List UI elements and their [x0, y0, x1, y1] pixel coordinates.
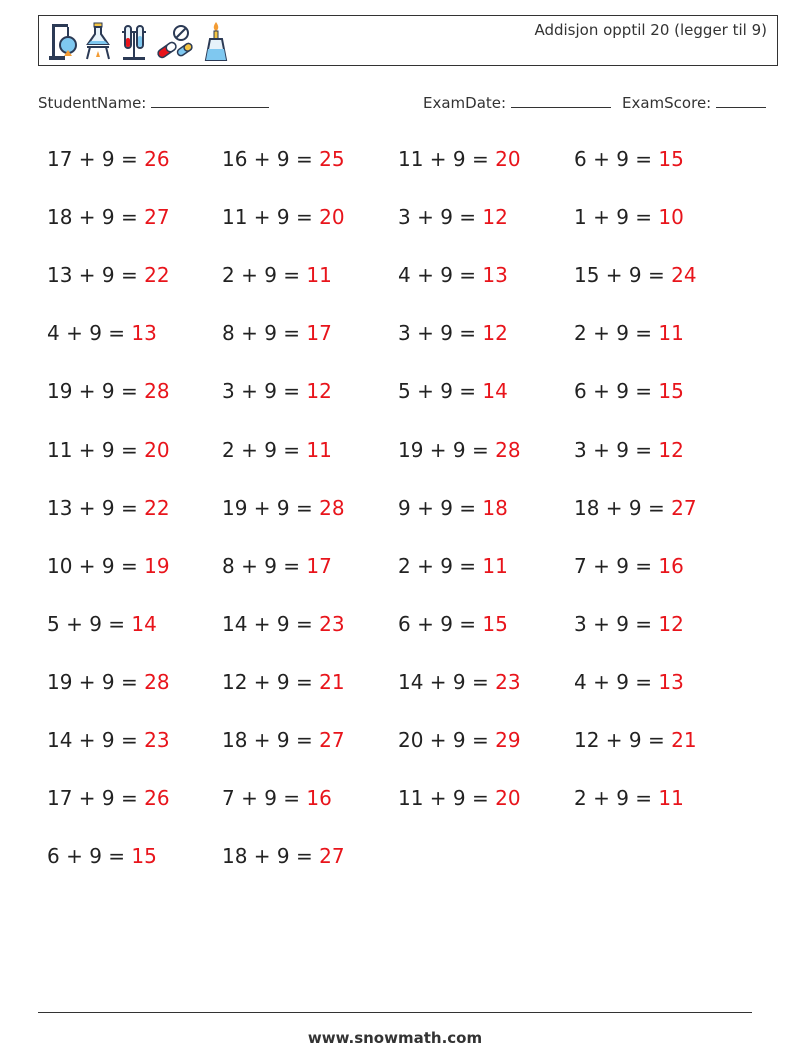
problem-expression: 8 + 9 =	[222, 553, 307, 578]
problem-item	[574, 205, 684, 229]
problem-expression: 19 + 9 =	[398, 437, 496, 462]
problem-expression: 11 + 9 =	[398, 147, 496, 171]
problem-expression: 8 + 9 =	[222, 321, 307, 346]
problem-answer: 20	[495, 786, 521, 811]
problem-answer: 28	[144, 669, 170, 694]
problem-item	[222, 205, 345, 229]
exam-score-blank[interactable]	[716, 93, 766, 108]
problem-expression: 10 + 9 =	[47, 553, 145, 578]
problem-answer: 20	[495, 147, 521, 171]
problem-expression: 2 + 9 =	[222, 437, 307, 462]
problem-answer: 26	[144, 147, 170, 171]
test-tubes-icon	[119, 20, 149, 62]
problem-item	[398, 147, 521, 171]
problem-item	[222, 670, 345, 694]
problem-item	[47, 321, 157, 345]
problem-item	[398, 728, 521, 752]
problem-expression: 4 + 9 =	[574, 669, 659, 694]
problem-expression: 17 + 9 =	[47, 147, 145, 171]
problem-item	[222, 263, 332, 287]
problem-item	[398, 554, 508, 578]
problem-item	[47, 728, 170, 752]
problem-expression: 11 + 9 =	[47, 437, 145, 462]
problem-expression: 6 + 9 =	[47, 844, 132, 869]
problem-answer: 14	[482, 379, 508, 404]
problem-item	[47, 496, 170, 520]
problem-answer: 13	[658, 669, 684, 694]
problem-expression: 17 + 9 =	[47, 786, 145, 811]
problem-item	[47, 670, 170, 694]
problem-expression: 12 + 9 =	[574, 728, 672, 752]
alcohol-lamp-icon	[201, 20, 231, 62]
problem-item	[47, 147, 170, 171]
problem-expression: 19 + 9 =	[47, 669, 145, 694]
problem-expression: 2 + 9 =	[222, 263, 307, 288]
problem-item	[398, 670, 521, 694]
problem-item	[47, 205, 170, 229]
footer-url: www.snowmath.com	[307, 1029, 483, 1047]
problem-expression: 19 + 9 =	[222, 495, 320, 520]
problem-expression: 4 + 9 =	[398, 263, 483, 288]
problem-item	[47, 379, 170, 403]
problem-item	[47, 612, 157, 636]
problem-item	[47, 438, 170, 462]
student-name-field[interactable]	[38, 93, 269, 112]
problem-expression: 3 + 9 =	[574, 437, 659, 462]
problem-item	[574, 554, 684, 578]
problem-answer: 27	[319, 728, 345, 752]
problem-answer: 19	[144, 553, 170, 578]
problem-item	[398, 496, 508, 520]
student-name-blank[interactable]	[151, 93, 269, 108]
problem-answer: 27	[671, 495, 697, 520]
problem-answer: 10	[658, 205, 684, 230]
problem-answer: 11	[658, 321, 684, 346]
problem-answer: 12	[306, 379, 332, 404]
footer-divider	[38, 1012, 752, 1013]
problem-expression: 20 + 9 =	[398, 728, 496, 752]
problem-answer: 24	[671, 263, 697, 288]
problem-answer: 11	[306, 437, 332, 462]
worksheet-header	[38, 15, 778, 66]
problem-expression: 3 + 9 =	[222, 379, 307, 404]
problem-answer: 15	[482, 611, 508, 636]
problem-answer: 20	[144, 437, 170, 462]
problem-expression: 2 + 9 =	[574, 786, 659, 811]
retort-stand-icon	[47, 20, 77, 62]
problem-answer: 21	[671, 728, 697, 752]
problem-item	[222, 728, 345, 752]
problem-expression: 12 + 9 =	[222, 669, 320, 694]
problem-expression: 3 + 9 =	[398, 321, 483, 346]
flask-burner-icon	[83, 20, 113, 62]
problem-expression: 6 + 9 =	[574, 147, 659, 171]
problem-answer: 23	[495, 669, 521, 694]
problem-answer: 23	[144, 728, 170, 752]
problem-answer: 18	[482, 495, 508, 520]
problem-expression: 16 + 9 =	[222, 147, 320, 171]
problem-item	[398, 786, 521, 810]
problem-expression: 6 + 9 =	[398, 611, 483, 636]
problem-answer: 21	[319, 669, 345, 694]
problem-expression: 7 + 9 =	[222, 786, 307, 811]
problem-expression: 3 + 9 =	[398, 205, 483, 230]
problem-expression: 18 + 9 =	[222, 844, 320, 869]
problem-item	[574, 670, 684, 694]
problem-item	[222, 379, 332, 403]
problem-answer: 23	[319, 611, 345, 636]
problem-item	[398, 612, 508, 636]
problem-item	[574, 147, 684, 171]
problem-expression: 19 + 9 =	[47, 379, 145, 404]
exam-date-field[interactable]	[423, 93, 611, 112]
header-icons	[47, 20, 231, 62]
exam-score-label: ExamScore:	[622, 94, 712, 112]
problem-answer: 13	[131, 321, 157, 346]
problem-answer: 16	[658, 553, 684, 578]
problem-item	[398, 438, 521, 462]
problem-expression: 3 + 9 =	[574, 611, 659, 636]
problem-expression: 14 + 9 =	[47, 728, 145, 752]
problem-item	[222, 438, 332, 462]
problem-item	[398, 379, 508, 403]
problem-answer: 26	[144, 786, 170, 811]
exam-score-field[interactable]	[622, 93, 766, 112]
problem-item	[47, 844, 157, 868]
student-name-label: StudentName:	[38, 94, 147, 112]
problem-expression: 4 + 9 =	[47, 321, 132, 346]
problem-answer: 17	[306, 321, 332, 346]
problem-answer: 15	[658, 147, 684, 171]
problem-answer: 12	[482, 205, 508, 230]
problem-item	[574, 379, 684, 403]
problem-item	[398, 205, 508, 229]
problem-item	[398, 321, 508, 345]
problem-expression: 15 + 9 =	[574, 263, 672, 288]
problem-answer: 16	[306, 786, 332, 811]
problem-expression: 5 + 9 =	[47, 611, 132, 636]
problem-item	[222, 786, 332, 810]
problem-item	[47, 263, 170, 287]
problem-expression: 14 + 9 =	[398, 669, 496, 694]
problem-answer: 12	[658, 611, 684, 636]
problem-answer: 20	[319, 205, 345, 230]
problem-expression: 11 + 9 =	[222, 205, 320, 230]
problem-expression: 1 + 9 =	[574, 205, 659, 230]
problem-expression: 2 + 9 =	[398, 553, 483, 578]
problem-answer: 12	[658, 437, 684, 462]
problem-expression: 13 + 9 =	[47, 495, 145, 520]
problem-expression: 2 + 9 =	[574, 321, 659, 346]
problem-expression: 13 + 9 =	[47, 263, 145, 288]
worksheet-title: Addisjon opptil 20 (legger til 9)	[534, 21, 767, 39]
problem-expression: 6 + 9 =	[574, 379, 659, 404]
pills-icon	[155, 20, 195, 62]
exam-date-blank[interactable]	[511, 93, 611, 108]
problem-item	[222, 612, 345, 636]
problem-item	[222, 496, 345, 520]
problem-item	[574, 321, 684, 345]
problem-item	[574, 786, 684, 810]
problem-expression: 18 + 9 =	[222, 728, 320, 752]
problem-item	[222, 321, 332, 345]
problem-item	[574, 612, 684, 636]
problem-item	[222, 554, 332, 578]
problem-answer: 22	[144, 495, 170, 520]
problem-answer: 17	[306, 553, 332, 578]
problem-item	[574, 728, 697, 752]
problem-expression: 18 + 9 =	[574, 495, 672, 520]
problem-answer: 15	[131, 844, 157, 869]
problem-answer: 13	[482, 263, 508, 288]
problem-item	[574, 438, 684, 462]
problem-answer: 25	[319, 147, 345, 171]
problem-item	[574, 263, 697, 287]
problem-answer: 11	[658, 786, 684, 811]
problem-answer: 27	[144, 205, 170, 230]
problem-expression: 7 + 9 =	[574, 553, 659, 578]
problem-item	[222, 147, 345, 171]
problem-answer: 29	[495, 728, 521, 752]
problem-answer: 22	[144, 263, 170, 288]
problem-item	[47, 554, 170, 578]
problem-answer: 28	[144, 379, 170, 404]
problem-answer: 27	[319, 844, 345, 869]
problem-answer: 15	[658, 379, 684, 404]
problem-expression: 11 + 9 =	[398, 786, 496, 811]
problem-expression: 5 + 9 =	[398, 379, 483, 404]
problem-answer: 12	[482, 321, 508, 346]
problem-answer: 11	[306, 263, 332, 288]
problem-expression: 14 + 9 =	[222, 611, 320, 636]
problem-answer: 28	[319, 495, 345, 520]
problem-answer: 11	[482, 553, 508, 578]
problem-answer: 14	[131, 611, 157, 636]
problem-item	[574, 496, 697, 520]
problem-expression: 9 + 9 =	[398, 495, 483, 520]
problem-answer: 28	[495, 437, 521, 462]
exam-date-label: ExamDate:	[423, 94, 507, 112]
problem-item	[398, 263, 508, 287]
problem-item	[222, 844, 345, 868]
problem-item	[47, 786, 170, 810]
problem-expression: 18 + 9 =	[47, 205, 145, 230]
